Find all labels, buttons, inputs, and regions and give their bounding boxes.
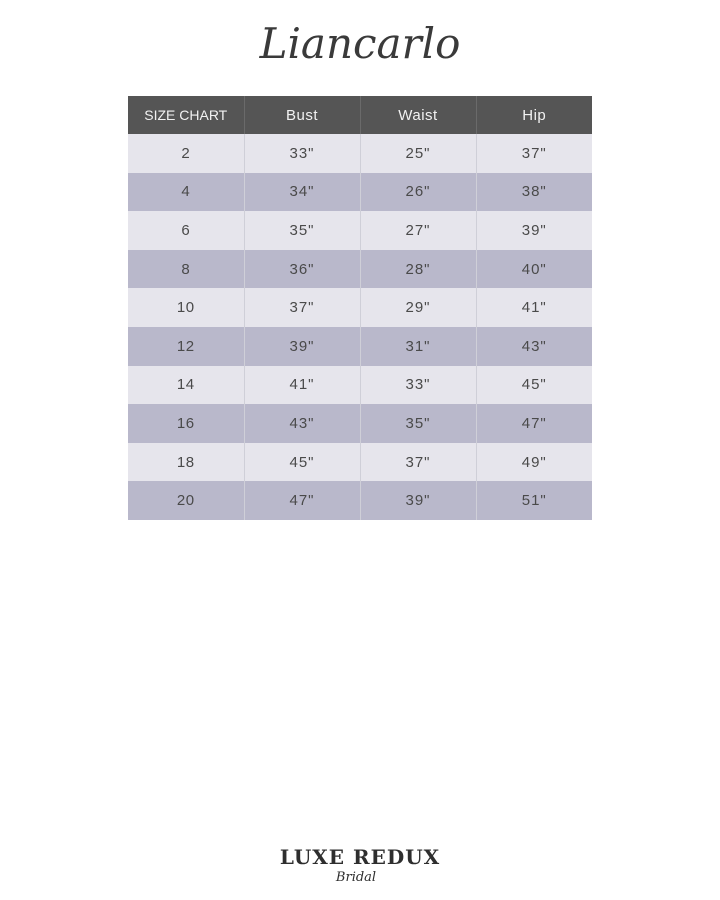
table-cell-hip: 51" bbox=[476, 481, 592, 520]
table-cell-size: 16 bbox=[128, 404, 244, 443]
table-cell-waist: 37" bbox=[360, 443, 476, 482]
table-row bbox=[128, 327, 592, 366]
liancarlo-logo bbox=[0, 10, 720, 80]
column-header-size-chart: SIZE CHART bbox=[128, 96, 244, 134]
luxe-redux-logo bbox=[0, 840, 720, 890]
table-cell-bust: 34" bbox=[244, 173, 360, 212]
table-cell-hip: 39" bbox=[476, 211, 592, 250]
table-cell-hip: 45" bbox=[476, 366, 592, 405]
table-cell-hip: 37" bbox=[476, 134, 592, 173]
table-cell-waist: 33" bbox=[360, 366, 476, 405]
table-cell-bust: 39" bbox=[244, 327, 360, 366]
table-cell-waist: 29" bbox=[360, 288, 476, 327]
table-cell-bust: 33" bbox=[244, 134, 360, 173]
table-cell-bust: 45" bbox=[244, 443, 360, 482]
table-cell-hip: 41" bbox=[476, 288, 592, 327]
table-row bbox=[128, 443, 592, 482]
table-cell-size: 6 bbox=[128, 211, 244, 250]
size-chart-table bbox=[128, 96, 592, 520]
table-cell-waist: 35" bbox=[360, 404, 476, 443]
table-cell-size: 18 bbox=[128, 443, 244, 482]
table-cell-waist: 26" bbox=[360, 173, 476, 212]
table-cell-size: 10 bbox=[128, 288, 244, 327]
table-cell-hip: 38" bbox=[476, 173, 592, 212]
table-cell-bust: 41" bbox=[244, 366, 360, 405]
liancarlo-logo-text: Liancarlo bbox=[259, 19, 461, 68]
table-cell-hip: 49" bbox=[476, 443, 592, 482]
table-cell-waist: 31" bbox=[360, 327, 476, 366]
table-row bbox=[128, 481, 592, 520]
column-header-bust: Bust bbox=[244, 96, 360, 134]
table-cell-size: 4 bbox=[128, 173, 244, 212]
table-row bbox=[128, 288, 592, 327]
table-cell-size: 12 bbox=[128, 327, 244, 366]
size-chart-header-row bbox=[128, 96, 592, 134]
table-cell-waist: 39" bbox=[360, 481, 476, 520]
table-row bbox=[128, 211, 592, 250]
column-header-waist: Waist bbox=[360, 96, 476, 134]
table-row bbox=[128, 134, 592, 173]
table-cell-bust: 47" bbox=[244, 481, 360, 520]
table-cell-waist: 28" bbox=[360, 250, 476, 289]
table-cell-waist: 27" bbox=[360, 211, 476, 250]
table-cell-waist: 25" bbox=[360, 134, 476, 173]
table-cell-hip: 43" bbox=[476, 327, 592, 366]
table-cell-size: 14 bbox=[128, 366, 244, 405]
table-cell-size: 20 bbox=[128, 481, 244, 520]
table-cell-bust: 43" bbox=[244, 404, 360, 443]
table-cell-bust: 37" bbox=[244, 288, 360, 327]
table-cell-hip: 40" bbox=[476, 250, 592, 289]
table-row bbox=[128, 404, 592, 443]
table-cell-hip: 47" bbox=[476, 404, 592, 443]
table-row bbox=[128, 173, 592, 212]
table-cell-size: 8 bbox=[128, 250, 244, 289]
table-cell-bust: 35" bbox=[244, 211, 360, 250]
table-row bbox=[128, 250, 592, 289]
luxe-redux-logo-subtext: Bridal bbox=[335, 870, 377, 885]
table-cell-size: 2 bbox=[128, 134, 244, 173]
luxe-redux-logo-text: LUXE REDUX bbox=[279, 845, 441, 869]
column-header-hip: Hip bbox=[476, 96, 592, 134]
table-cell-bust: 36" bbox=[244, 250, 360, 289]
table-row bbox=[128, 366, 592, 405]
